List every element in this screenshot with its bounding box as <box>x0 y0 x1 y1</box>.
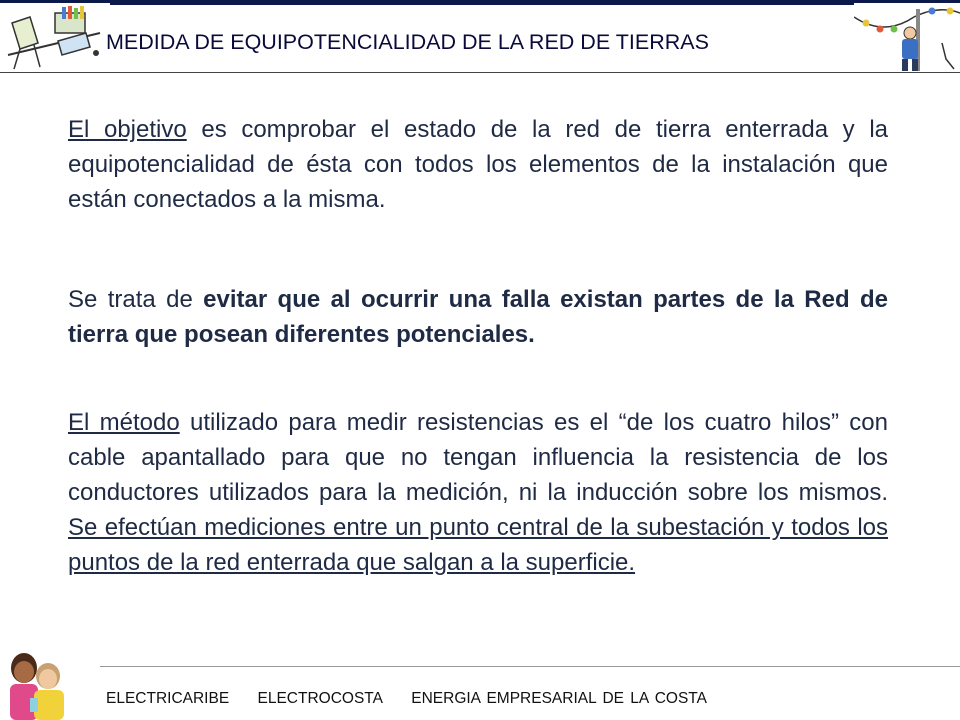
page-title: MEDIDA DE EQUIPOTENCIALIDAD DE LA RED DE TIERRAS <box>106 30 709 54</box>
paragraph-purpose <box>68 282 888 352</box>
paragraph-objective <box>68 112 888 217</box>
footer-divider <box>0 666 960 667</box>
method-underlined-text: Se efectúan mediciones entre un punto central de la subestación y todos los puntos de la red enterrada que salgan a la superficie. <box>68 514 888 576</box>
purpose-bold-text: evitar que al ocurrir una falla existan partes de la Red de tierra que posean diferentes potenciales. <box>68 286 888 348</box>
children-photo <box>0 646 100 720</box>
paragraph-method <box>68 405 888 580</box>
header-divider <box>0 72 960 73</box>
footer-company-1: ELECTRICARIBE <box>106 690 230 707</box>
top-accent-bar <box>0 0 960 5</box>
method-text: utilizado para medir resistencias es el “de los cuatro hilos” con cable apantallado para que no tengan influencia la resistencia de los conductores utilizados para la medición, ni la inducción sobre los mismos. <box>68 409 889 506</box>
objective-lead: El objetivo <box>68 116 187 143</box>
footer-companies <box>106 690 729 708</box>
office-desk-illustration <box>0 3 110 73</box>
lineman-on-pole-illustration <box>854 3 960 73</box>
method-lead: El método <box>68 409 180 436</box>
footer-company-3: ENERGIA EMPRESARIAL DE LA COSTA <box>411 690 707 707</box>
purpose-text: Se trata de <box>68 286 204 313</box>
objective-text: es comprobar el estado de la red de tierra enterrada y la equipotencialidad de ésta con todos los elementos de la instalación que están conectados a la misma. <box>68 116 888 213</box>
footer-company-2: ELECTROCOSTA <box>257 690 383 707</box>
